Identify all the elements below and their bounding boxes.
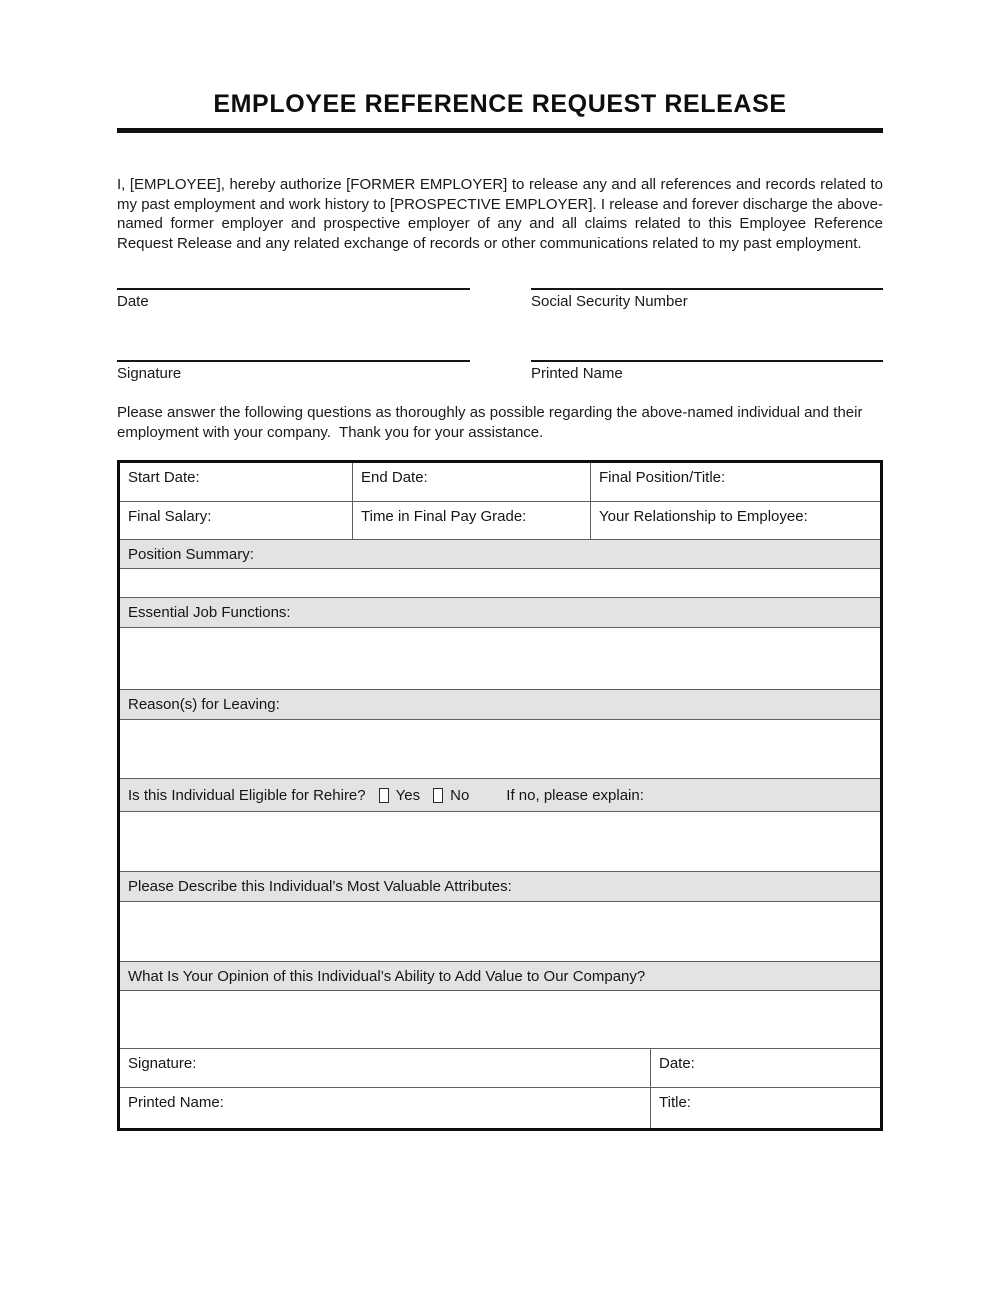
title-rule — [117, 128, 883, 133]
cell-footer-signature[interactable]: Signature: — [120, 1049, 651, 1087]
rehire-explain-label: If no, please explain: — [506, 786, 644, 804]
section-header-reasons-for-leaving — [120, 690, 880, 720]
essential-job-functions-input-area[interactable] — [120, 628, 880, 690]
release-signature-block — [117, 288, 883, 382]
section-header-opinion-add-value — [120, 962, 880, 991]
rehire-explain-input-area[interactable] — [120, 812, 880, 872]
essential-job-functions-label: Essential Job Functions: — [128, 604, 291, 621]
reasons-for-leaving-input-area[interactable] — [120, 720, 880, 779]
rehire-no-checkbox[interactable] — [433, 788, 443, 803]
cell-final-salary[interactable]: Final Salary: — [120, 502, 353, 539]
rehire-yes-checkbox[interactable] — [379, 788, 389, 803]
reasons-for-leaving-label: Reason(s) for Leaving: — [128, 696, 280, 713]
opinion-add-value-input-area[interactable] — [120, 991, 880, 1049]
table-row-signature-date — [120, 1049, 880, 1088]
printed-name-label: Printed Name — [531, 365, 623, 382]
table-row-salary — [120, 502, 880, 540]
signature-label: Signature — [117, 365, 182, 382]
section-header-essential-job-functions — [120, 598, 880, 628]
section-header-valuable-attributes — [120, 872, 880, 902]
ssn-label: Social Security Number — [531, 293, 688, 310]
instructions-paragraph: Please answer the following questions as thoroughly as possible regarding the above-named individual and their employment with your company. Thank you for your assistance. — [117, 404, 867, 441]
date-label: Date — [117, 293, 149, 310]
document-content — [117, 0, 883, 1131]
rehire-yes-label: Yes — [395, 786, 421, 804]
rehire-no-label: No — [450, 786, 470, 804]
ssn-field — [531, 288, 883, 310]
cell-footer-printed-name[interactable]: Printed Name: — [120, 1088, 651, 1128]
table-row-dates — [120, 463, 880, 502]
authorization-paragraph: I, [EMPLOYEE], hereby authorize [FORMER EMPLOYER] to release any and all references and records related to my past employment and work history to [PROSPECTIVE EMPLOYER]. I release and forever discharge the above-named former employer and prospective employer of any and all claims related to this Employee Reference Request Release and any related exchange of records or other communications related to my past employment. — [117, 176, 883, 252]
date-field — [117, 288, 470, 310]
page-title: EMPLOYEE REFERENCE REQUEST RELEASE — [213, 90, 787, 118]
reference-question-table — [117, 460, 883, 1131]
valuable-attributes-label: Please Describe this Individual’s Most Valuable Attributes: — [128, 878, 512, 895]
section-header-rehire — [120, 779, 880, 812]
cell-footer-title[interactable]: Title: — [659, 1094, 691, 1111]
cell-end-date[interactable]: End Date: — [353, 463, 591, 501]
cell-relationship[interactable]: Your Relationship to Employee: — [599, 508, 808, 525]
signature-field — [117, 360, 470, 382]
section-header-position-summary — [120, 540, 880, 569]
position-summary-input-area[interactable] — [120, 569, 880, 598]
cell-start-date[interactable]: Start Date: — [120, 463, 353, 501]
valuable-attributes-input-area[interactable] — [120, 902, 880, 962]
cell-time-in-pay-grade[interactable]: Time in Final Pay Grade: — [353, 502, 591, 539]
table-row-printedname-title — [120, 1088, 880, 1128]
opinion-add-value-label: What Is Your Opinion of this Individual’s Ability to Add Value to Our Company? — [128, 967, 646, 985]
cell-final-position[interactable]: Final Position/Title: — [599, 469, 726, 486]
cell-footer-date[interactable]: Date: — [659, 1055, 695, 1072]
position-summary-label: Position Summary: — [128, 545, 254, 563]
rehire-question-label: Is this Individual Eligible for Rehire? — [128, 786, 366, 804]
printed-name-field — [531, 360, 883, 382]
